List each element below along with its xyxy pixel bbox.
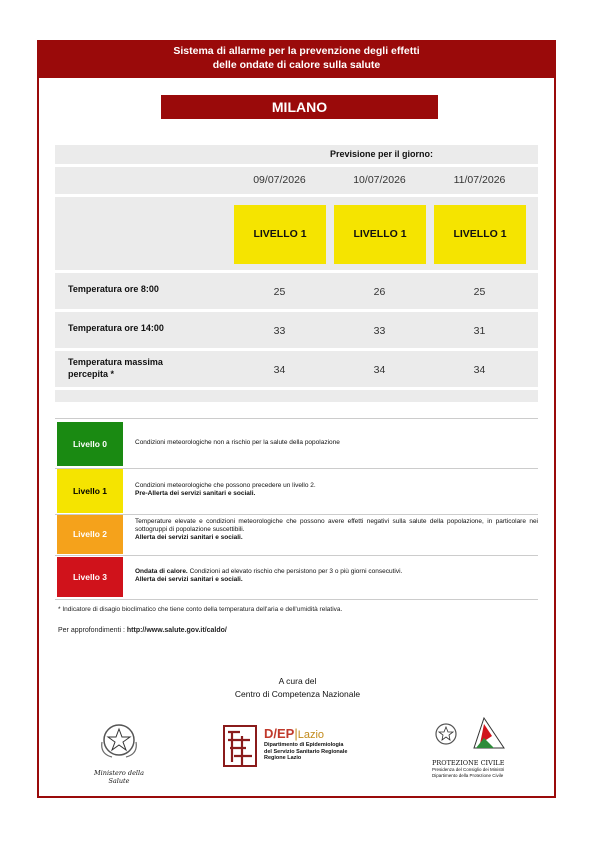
credits (180, 675, 415, 701)
forecast-dates-row (55, 167, 538, 194)
ministry-logo (88, 720, 150, 785)
legend-row-level-1 (55, 469, 538, 515)
level-badge-1: LIVELLO 1 (234, 205, 326, 264)
temp-8-label: Temperatura ore 8:00 (68, 284, 159, 294)
header-line-2: delle ondate di calore sulla salute (212, 59, 381, 71)
temp-8-row (55, 273, 538, 309)
legend-desc-text: Condizioni meteorologiche che possono precedere un livello 2. (135, 482, 316, 489)
credits-line-1: A cura del (278, 676, 317, 686)
protezione-civile-icon (432, 716, 512, 752)
level-legend (55, 418, 538, 600)
footnote: * Indicatore di disagio bioclimatico che tiene conto della temperatura dell'aria e dell'umidità relativa. (58, 606, 343, 613)
temp-14-row (55, 312, 538, 348)
dep-line-3: Regione Lazio (264, 755, 302, 761)
ministry-name: Ministero della Salute (94, 769, 144, 785)
pc-line-1: Presidenza del Consiglio dei Ministri (432, 767, 505, 772)
legend-row-level-3 (55, 556, 538, 600)
dep-region: Lazio (297, 729, 325, 741)
more-info-label: Per approfondimenti : (58, 627, 125, 634)
forecast-date-2: 10/07/2026 (353, 174, 406, 186)
legend-row-level-0 (55, 419, 538, 469)
city-title: MILANO (161, 95, 438, 119)
temp-max-value-2: 34 (373, 364, 386, 376)
header-line-1: Sistema di allarme per la prevenzione degli effetti (173, 45, 420, 57)
level-badge-3: LIVELLO 1 (434, 205, 526, 264)
more-info-link[interactable]: http://www.salute.gov.it/caldo/ (126, 627, 227, 634)
dep-text (264, 742, 347, 762)
legend-desc-level-1 (135, 482, 538, 498)
temp-14-value-2: 33 (373, 325, 386, 337)
forecast-date-3: 11/07/2026 (453, 174, 506, 186)
temp-max-label (68, 356, 163, 380)
legend-desc-level-3 (135, 568, 538, 584)
temp-max-row (55, 351, 538, 387)
dep-line-1: Dipartimento di Epidemiologia (264, 742, 344, 748)
temp-max-label-line-1: Temperatura massima (68, 357, 163, 367)
credits-line-2: Centro di Competenza Nazionale (234, 689, 361, 699)
legend-desc-bold: Allerta dei servizi sanitari e sociali. (135, 534, 243, 541)
legend-desc-level-0 (135, 439, 538, 447)
legend-desc-text: Temperature elevate e condizioni meteorologiche che possono avere effetti negativi sulla salute della popolazione, in particolare nei sottogruppi di popolazione suscettibili. (135, 518, 538, 533)
forecast-levels-row (55, 197, 538, 270)
forecast-date-1: 09/07/2026 (253, 174, 306, 186)
dep-brand-text: D/EP (264, 726, 295, 741)
pc-line-2: Dipartimento della Protezione Civile (432, 772, 504, 778)
legend-desc-bold: Allerta dei servizi sanitari e sociali. (135, 576, 243, 583)
temp-max-value-1: 34 (273, 364, 286, 376)
dep-mark-icon (220, 722, 260, 770)
dep-lazio-logo (220, 722, 370, 772)
temp-14-value-1: 33 (273, 325, 286, 337)
pc-title: PROTEZIONE CIVILE (432, 759, 505, 767)
legend-swatch-level-3: Livello 3 (57, 557, 123, 597)
dep-line-2: del Servizio Sanitario Regionale (264, 748, 348, 755)
more-info (58, 627, 227, 634)
temp-14-label: Temperatura ore 14:00 (68, 323, 164, 333)
bulletin-header (37, 40, 556, 78)
temp-14-value-3: 31 (473, 325, 486, 337)
legend-desc-level-2 (135, 518, 538, 542)
legend-row-level-2 (55, 515, 538, 556)
temp-max-label-line-2: percepita * (68, 369, 115, 379)
forecast-title: Previsione per il giorno: (55, 145, 538, 164)
temp-8-value-2: 26 (373, 286, 386, 298)
temp-8-value-3: 25 (473, 286, 486, 298)
temp-max-value-3: 34 (473, 364, 486, 376)
legend-desc-text: Condizioni ad elevato rischio che persistono per 3 o più giorni consecutivi. (189, 568, 403, 575)
forecast-table (55, 145, 538, 402)
temp-8-value-1: 25 (273, 286, 286, 298)
protezione-civile-logo (432, 716, 512, 778)
level-badge-2: LIVELLO 1 (334, 205, 426, 264)
legend-desc-bold: Pre-Allerta dei servizi sanitari e sociali. (135, 490, 256, 497)
italy-emblem-icon (88, 720, 150, 760)
pc-subtitle (432, 767, 512, 778)
dep-brand: D/EP|Lazio (264, 726, 325, 741)
legend-desc-text: Condizioni meteorologiche non a rischio per la salute della popolazione (135, 439, 340, 446)
legend-swatch-level-1: Livello 1 (57, 469, 123, 513)
legend-swatch-level-0: Livello 0 (57, 422, 123, 466)
legend-swatch-level-2: Livello 2 (57, 515, 123, 554)
legend-desc-bold-lead: Ondata di calore. (135, 568, 188, 575)
